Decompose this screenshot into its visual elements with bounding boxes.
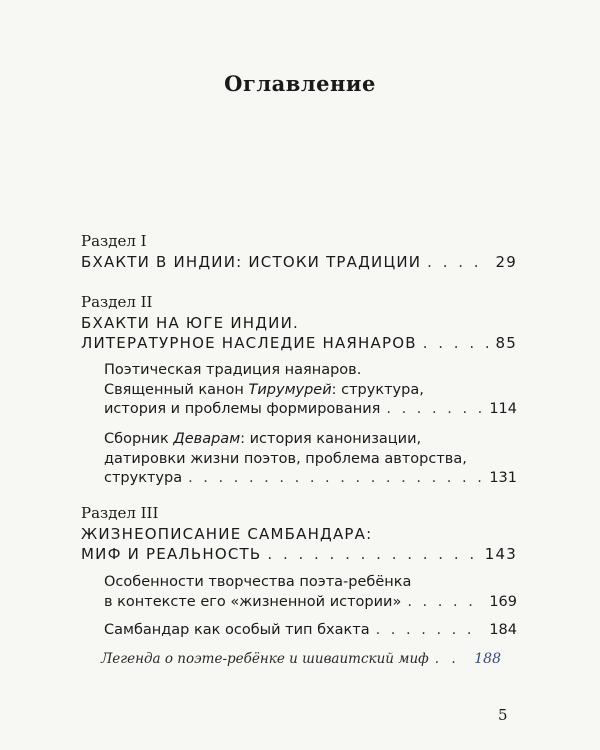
subsection-title: датировки жизни поэтов, проблема авторства, bbox=[104, 451, 467, 467]
subsection-title: структура bbox=[104, 470, 183, 486]
section-title: БХАКТИ В ИНДИИ: ИСТОКИ ТРАДИЦИИ bbox=[81, 253, 422, 271]
subsection-title: Поэтическая традиция наянаров. bbox=[104, 362, 362, 378]
subsection-entry[interactable] bbox=[104, 401, 517, 417]
page-number: 169 bbox=[489, 594, 517, 610]
page-number: 188 bbox=[474, 651, 501, 667]
italic-term: Тирумурей bbox=[248, 382, 332, 398]
page-number: 114 bbox=[489, 401, 517, 417]
section-label: Раздел III bbox=[81, 504, 159, 522]
subsection-title: Самбандар как особый тип бхакта bbox=[104, 622, 370, 638]
dot-leader bbox=[435, 651, 469, 667]
dot-leader bbox=[188, 470, 483, 486]
subsection-line[interactable] bbox=[104, 431, 517, 447]
section-title: БХАКТИ НА ЮГЕ ИНДИИ. bbox=[81, 314, 299, 332]
page-number: 85 bbox=[495, 334, 517, 352]
page-number: 184 bbox=[489, 622, 517, 638]
section-title-line[interactable] bbox=[81, 525, 517, 543]
subsection-title: Легенда о поэте-ребёнке и шиваитский миф bbox=[101, 651, 429, 667]
subsection-title: в контексте его «жизненной истории» bbox=[104, 594, 402, 610]
dot-leader bbox=[386, 401, 483, 417]
page-number: 131 bbox=[489, 470, 517, 486]
dot-leader bbox=[376, 622, 484, 638]
dot-leader bbox=[267, 545, 478, 563]
text-span: : история канонизации, bbox=[240, 431, 422, 447]
text-span: : структура, bbox=[331, 382, 424, 398]
subsection-entry[interactable] bbox=[104, 470, 517, 486]
italic-term: Деварам bbox=[173, 431, 241, 447]
section-title-entry[interactable] bbox=[81, 253, 517, 271]
section-title-entry[interactable] bbox=[81, 545, 517, 563]
subsection-entry[interactable] bbox=[104, 594, 517, 610]
dot-leader bbox=[427, 253, 489, 271]
subsection-title: история и проблемы формирования bbox=[104, 401, 381, 417]
dot-leader bbox=[423, 334, 490, 352]
subsection-line[interactable] bbox=[104, 362, 517, 378]
page-number: 143 bbox=[484, 545, 517, 563]
subsection-title bbox=[104, 382, 424, 398]
section-label: Раздел I bbox=[81, 232, 147, 250]
section-title-entry[interactable] bbox=[81, 334, 517, 352]
section-title: МИФ И РЕАЛЬНОСТЬ bbox=[81, 545, 262, 563]
section-title: ЖИЗНЕОПИСАНИЕ САМБАНДАРА: bbox=[81, 525, 373, 543]
page-number: 29 bbox=[495, 253, 517, 271]
subsection-title bbox=[104, 431, 421, 447]
section-label: Раздел II bbox=[81, 293, 153, 311]
text-span: Сборник bbox=[104, 431, 174, 447]
subsection-entry[interactable] bbox=[104, 622, 517, 638]
section-title-line[interactable] bbox=[81, 314, 517, 332]
text-span: Священный канон bbox=[104, 382, 249, 398]
subsection-line[interactable] bbox=[104, 574, 517, 590]
subsection-line[interactable] bbox=[104, 451, 517, 467]
page-folio: 5 bbox=[498, 706, 508, 724]
subsection-title: Особенности творчества поэта-ребёнка bbox=[104, 574, 412, 590]
subsection-line[interactable] bbox=[104, 382, 517, 398]
section-title: ЛИТЕРАТУРНОЕ НАСЛЕДИЕ НАЯНАРОВ bbox=[81, 334, 417, 352]
subsection-entry[interactable] bbox=[101, 651, 501, 667]
page-title: Оглавление bbox=[224, 71, 376, 96]
dot-leader bbox=[407, 594, 483, 610]
